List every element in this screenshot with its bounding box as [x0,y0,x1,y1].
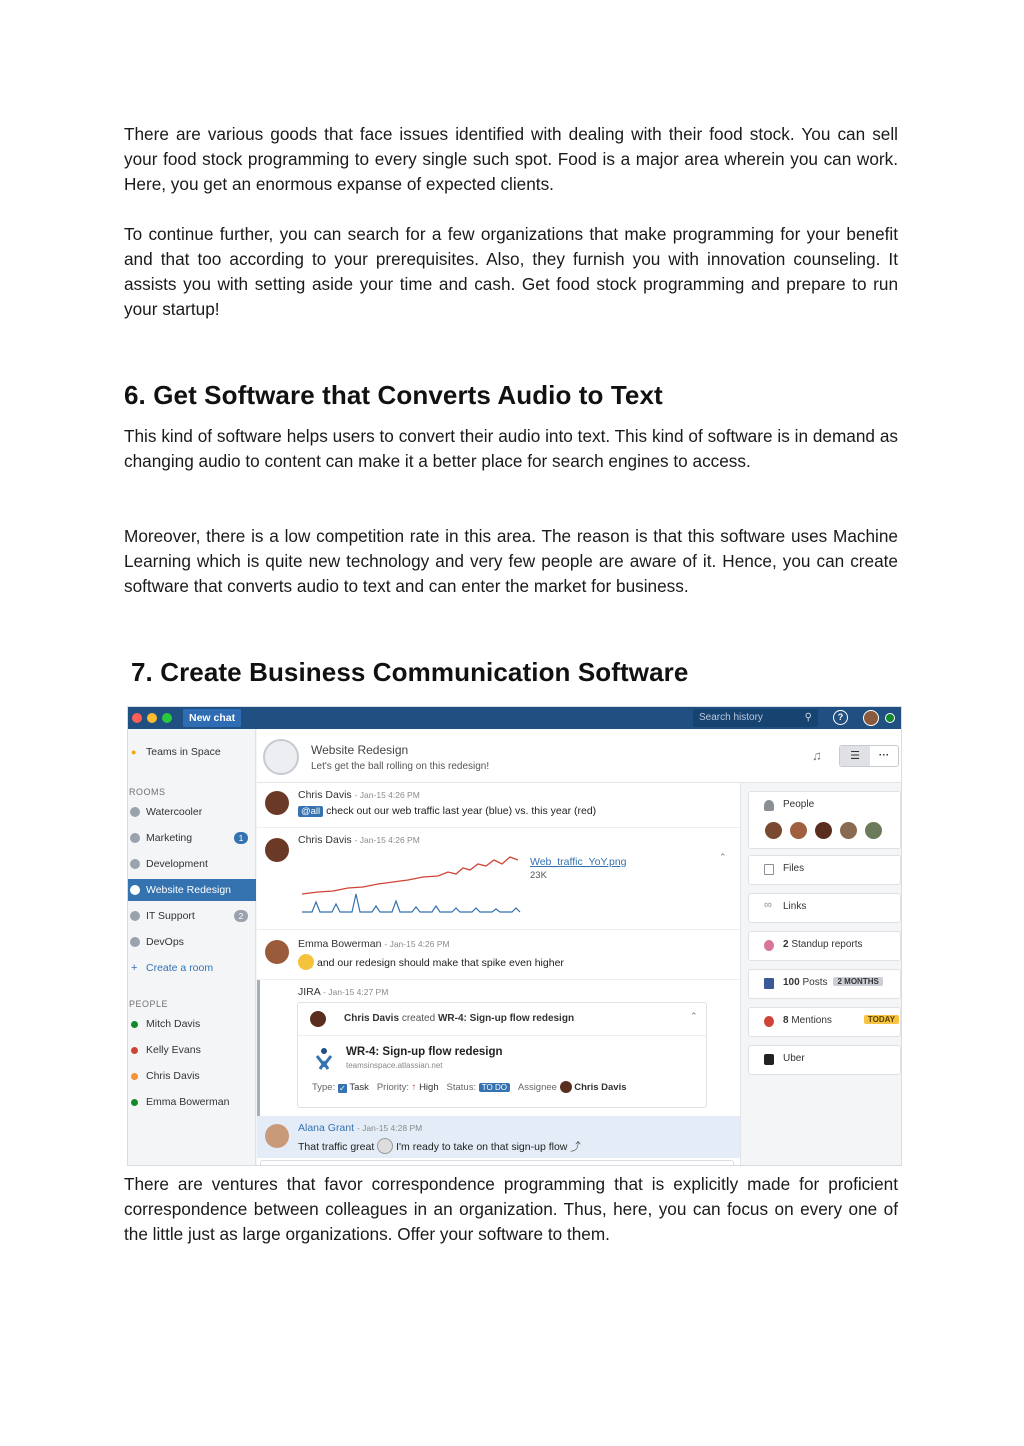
collapse-icon[interactable]: ⌃ [719,852,727,862]
avatar [815,822,832,839]
search-history-input[interactable] [693,709,818,727]
search-placeholder: Search history [699,712,763,723]
maximize-window-icon[interactable] [162,713,172,723]
message-author: Emma Bowerman - Jan-15 4:26 PM [298,938,450,950]
room-icon [130,807,140,817]
chat-app-screenshot [127,706,902,1166]
message-text: @all check out our web traffic last year (blue) vs. this year (red) [298,805,596,817]
posts-tag: 2 MONTHS [833,977,882,986]
message-list [257,783,740,1166]
room-label: Development [146,858,208,870]
room-label: Marketing [146,832,193,844]
unread-badge: 2 [234,910,248,922]
right-sidebar [740,783,902,1166]
avatar [840,822,857,839]
issue-url: teamsinspace.atlassian.net [346,1061,443,1070]
issue-fields: Type: ✓ Task Priority: ↑ High Status: TO DO Assignee Chris Davis [312,1082,627,1093]
message-author: Chris Davis - Jan-15 4:26 PM [298,789,420,801]
person-name: Chris Davis [146,1070,200,1082]
room-icon [130,859,140,869]
view-toggle[interactable] [839,745,899,767]
message-text: That traffic great I'm ready to take on that sign-up flow ⤴ [298,1138,581,1154]
sidebar-item-devops[interactable] [128,931,256,953]
bell-icon[interactable]: ♫ [812,748,822,763]
blue-traffic-line [302,894,520,912]
room-label: Website Redesign [146,884,232,896]
mentions-icon [764,1016,774,1027]
sidebar-person-mitch[interactable] [128,1013,256,1035]
mentions-tag: TODAY [864,1015,899,1024]
file-icon [764,864,774,875]
jira-logo-icon [314,1047,334,1071]
person-name: Mitch Davis [146,1018,201,1030]
message-item [257,783,740,827]
room-icon [130,937,140,947]
room-icon [130,911,140,921]
uber-label: Uber [783,1053,805,1064]
divider [298,1035,706,1036]
minimize-window-icon[interactable] [147,713,157,723]
help-icon[interactable]: ? [833,710,848,725]
message-item [257,980,740,1116]
presence-icon [131,1073,138,1080]
paragraph-continue: To continue further, you can search for a few organizations that make programming for your benefit and that too according to your prerequisites. Also, they furnish you with innovation counseling. It assists you with setting aside your time and cash. Get food stock programming and prepare to run your startup! [124,224,898,319]
avatar [560,1081,572,1093]
bulb-icon: ● [131,747,137,757]
facebook-posts-card[interactable] [748,969,901,999]
sidebar-item-watercooler[interactable] [128,801,256,823]
sidebar-team[interactable] [128,741,256,763]
rooms-header: ROOMS [129,787,166,797]
message-author: Alana Grant - Jan-15 4:28 PM [298,1122,423,1134]
standup-label: Standup reports [791,939,863,950]
close-window-icon[interactable] [132,713,142,723]
emoji-icon [298,954,314,970]
uber-icon [764,1054,774,1065]
room-title: Website Redesign [311,743,409,757]
arrow-icon: ⤴ [570,1141,581,1153]
avatar [765,822,782,839]
presence-icon [131,1021,138,1028]
people-card[interactable] [748,791,901,849]
facebook-icon [764,978,774,989]
issue-title[interactable]: WR-4: Sign-up flow redesign [346,1046,503,1058]
presence-icon [131,1099,138,1106]
sidebar-person-chris[interactable] [128,1065,256,1087]
sidebar-item-it-support[interactable] [128,905,256,927]
presence-icon [131,1047,138,1054]
file-link[interactable]: Web_traffic_YoY.png [530,856,627,868]
files-label: Files [783,863,805,874]
posts-label: Posts [802,977,828,988]
status-badge: TO DO [479,1083,510,1092]
message-item [257,1116,740,1158]
app-titlebar [128,707,902,729]
link-icon: ∞ [764,899,772,911]
sidebar-person-emma[interactable] [128,1091,256,1113]
room-topic: Let's get the ball rolling on this redesign! [311,761,490,772]
sidebar-item-marketing[interactable] [128,827,256,849]
uber-card[interactable] [748,1045,901,1075]
room-label: Watercooler [146,806,203,818]
sidebar-item-development[interactable] [128,853,256,875]
new-chat-button[interactable]: New chat [183,709,241,727]
standup-icon [764,940,774,951]
mentions-count: 8 [783,1015,789,1026]
room-icon [130,833,140,843]
standup-count: 2 [783,939,789,950]
heading-audio-to-text: 6. Get Software that Converts Audio to Text [124,380,663,410]
sidebar [128,729,256,1166]
task-checkbox-icon: ✓ [339,1084,346,1093]
links-card[interactable] [748,893,901,923]
plus-icon: + [131,962,138,974]
room-avatar-icon [263,739,299,775]
people-label: People [783,799,815,810]
avatar [865,822,882,839]
emoji-icon [377,1138,393,1154]
jira-accent-bar [257,980,260,1116]
unread-badge: 1 [234,832,248,844]
search-icon[interactable]: ⚲ [804,712,812,723]
file-size: 23K [530,870,547,881]
avatar [790,822,807,839]
message-author: Chris Davis - Jan-15 4:26 PM [298,834,420,846]
status-online-icon [885,713,895,723]
avatar [310,1011,326,1027]
mentions-label: Mentions [791,1015,832,1026]
avatar [265,1124,289,1148]
message-item [257,930,740,978]
avatar [265,838,289,862]
avatar [265,791,289,815]
team-name: Teams in Space [146,746,221,758]
message-item [257,828,740,928]
message-text: and our redesign should make that spike even higher [298,954,564,970]
user-avatar[interactable] [863,710,879,726]
jira-issue-card[interactable] [297,1002,707,1108]
more-icon[interactable]: ··· [878,749,890,761]
paragraph-food-stock: There are various goods that face issues identified with dealing with their food stock. You can sell your food stock programming to every single such spot. Food is a major area wherein you can work. Here, you get an enormous expanse of expected clients. [124,124,898,194]
jira-activity: Chris Davis created WR-4: Sign-up flow redesign [344,1013,575,1024]
people-header: PEOPLE [129,999,169,1009]
list-view-icon[interactable]: ☰ [840,746,870,766]
room-label: IT Support [146,910,195,922]
paragraph-ventures: There are ventures that favor correspondence programming that is explicitly made for proficient correspondence between colleagues in an organization. Thus, here, you can focus on every one of the little just as large organizations. Offer your software to them. [124,1174,898,1244]
heading-business-communication: 7. Create Business Communication Software [131,657,689,687]
collapse-icon[interactable]: ⌃ [690,1011,698,1021]
traffic-chart-thumbnail[interactable] [298,854,523,924]
links-label: Links [783,901,807,912]
create-room-label: Create a room [146,962,214,974]
avatar [265,940,289,964]
room-label: DevOps [146,936,184,948]
standup-card[interactable] [748,931,901,961]
message-input[interactable] [260,1160,734,1166]
priority-arrow-icon: ↑ [411,1082,417,1093]
create-room-link[interactable] [128,957,256,979]
paragraph-audio-software: This kind of software helps users to convert their audio into text. This kind of software is in demand as changing audio to content can make it a better place for search engines to access. [124,426,898,471]
sidebar-person-kelly[interactable] [128,1039,256,1061]
person-name: Kelly Evans [146,1044,201,1056]
files-card[interactable] [748,855,901,885]
paragraph-competition: Moreover, there is a low competition rate in this area. The reason is that this software uses Machine Learning which is quite new technology and very few people are aware of it. Hence, you can create software that converts audio to text and can enter the market for business. [124,526,898,596]
sidebar-item-website-redesign[interactable] [128,879,256,901]
red-traffic-line [302,857,518,894]
room-header [257,729,902,783]
mention-badge: @all [298,806,323,817]
posts-count: 100 [783,977,800,988]
message-author: JIRA - Jan-15 4:27 PM [298,986,389,998]
person-name: Emma Bowerman [146,1096,230,1108]
mentions-card[interactable] [748,1007,901,1037]
room-icon [130,885,140,895]
person-icon [764,800,774,811]
